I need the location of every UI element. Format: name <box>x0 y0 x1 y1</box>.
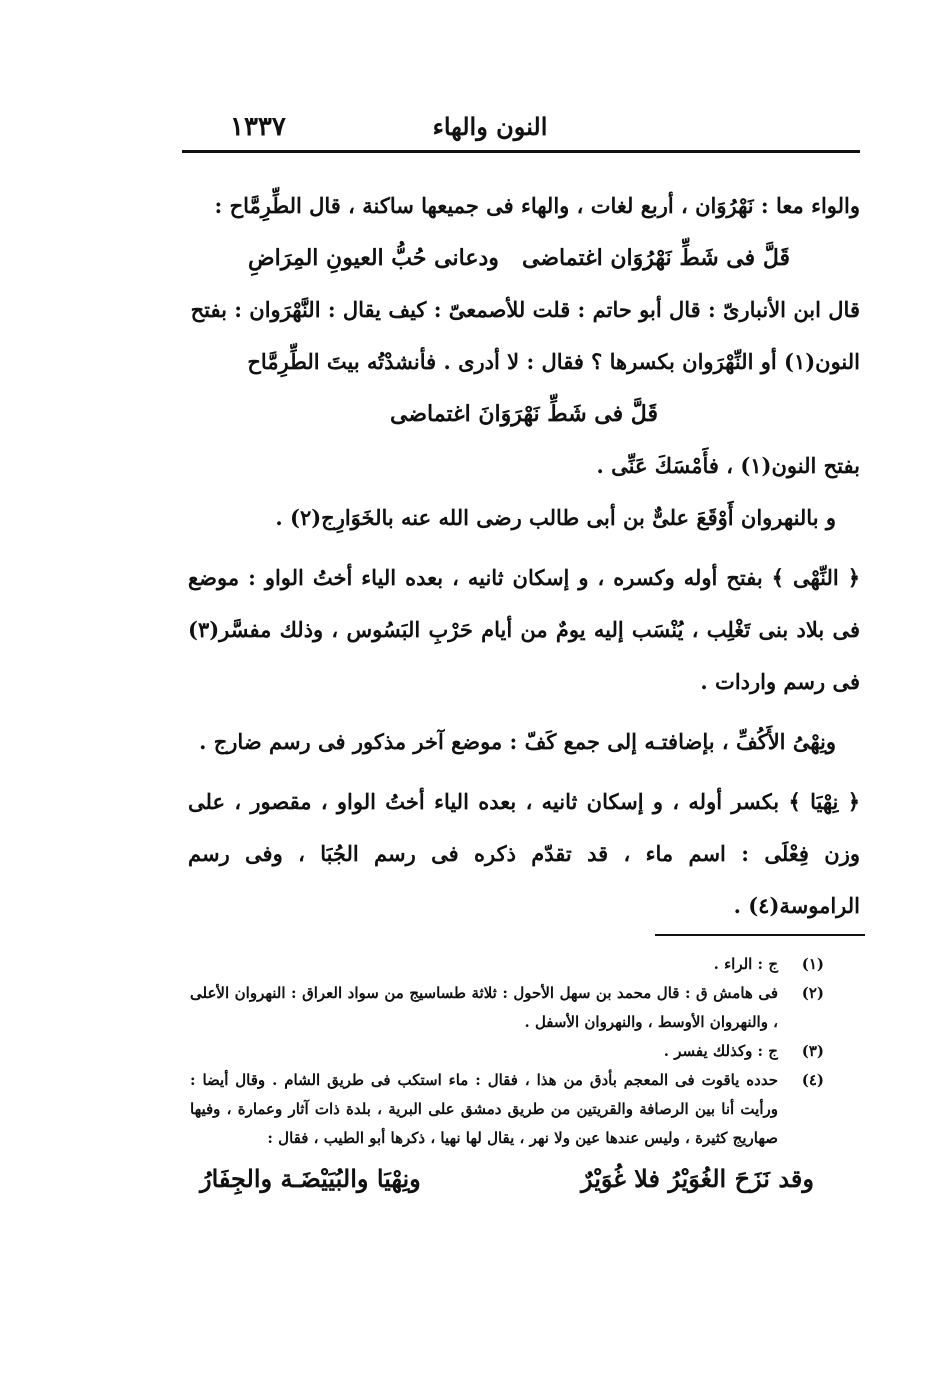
entry-nihy-al-akuff: ونِهْىُ الأَكُفِّ ، بإضافتـه إلى جمع كَفّ : موضع آخر مذكور فى رسم ضارج . <box>199 729 836 754</box>
footnotes <box>190 950 824 1199</box>
main-text <box>188 180 860 932</box>
footnote-number: (٣) <box>801 1042 824 1060</box>
footnote-number: (١) <box>801 955 824 973</box>
footnote-text: حدده ياقوت فى المعجم بأدق من هذا ، فقال : ماء استكب فى طريق الشام . وقال أيضا : ورأيت أنا بين الرصافة والقريتين من طريق دمشق على البرية ، بلدة ذات آثار وعمارة ، وفيها صهاريج كثيرة ، وليس عندها عين ولا نهر ، يقال لها نهيا ، ذكرها أبو الطيب ، فقال : <box>190 1071 778 1147</box>
verse-tirimmah-2: قَلَّ فى شَطِّ نَهْرَوَانَ اغتماضى <box>390 401 658 427</box>
footnote-3 <box>190 1037 824 1066</box>
footnote-1 <box>190 950 824 979</box>
header-rule <box>182 150 860 153</box>
footnote-verse <box>190 1159 824 1199</box>
footnote-number: (٢) <box>801 984 824 1002</box>
footnote-4 <box>190 1066 824 1153</box>
entry-nihya: ﴿ نِهْيَا ﴾ بكسر أوله ، و إسكان ثانيه ، بعده الياء أختُ الواو ، مقصور ، على وزن فِعْلَى : اسم ماء ، قد تقدّم ذكره فى رسم الجُبَا ، وفى رسم الراموسة(٤) . <box>188 789 860 918</box>
footnote-text: فى هامش ق : قال محمد بن سهل الأحول : ثلاثة طساسيج من سواد العراق : النهروان الأعلى ، والنهروان الأوسط ، والنهروان الأسفل . <box>190 984 778 1031</box>
footnote-rule <box>655 934 865 936</box>
footnote-verse-second-hemistich: ونِهْيَا والبُيَيْضَـة والجِفَارُ <box>200 1164 421 1193</box>
verse-tirimmah-1 <box>188 232 860 284</box>
paragraph-ibn-al-anbari-line2: النون(١) أو النِّهْرَوان بكسرها ؟ فقال : لا أدرى . فأنشدْتُه بيتَ الطِّرِمَّاح <box>247 349 860 374</box>
paragraph-khawarij: و بالنهروان أَوْقَعَ علىٌّ بن أبى طالب رضى الله عنه بالخَوَارِج(٢) . <box>275 505 836 530</box>
footnote-verse-first-hemistich: وقد نَزَحَ الغُوَيْرُ فلا غُوَيْرٌ <box>580 1164 814 1193</box>
verse-second-hemistich: ودعانى حُبُّ العيونِ المِرَاضِ <box>248 245 499 271</box>
verse-first-hemistich: قَلَّ فى شَطِّ نَهْرُوَان اغتماضى <box>522 245 790 271</box>
footnote-text: ج : الراء . <box>713 955 778 973</box>
footnote-text: ج : وكذلك يفسر . <box>663 1042 778 1060</box>
paragraph-nahrawan-intro: والواء معا : نَهْرُوَان ، أربع لغات ، والهاء فى جميعها ساكنة ، قال الطِّرِمَّاح : <box>214 193 860 218</box>
footnote-number: (٤) <box>801 1071 824 1089</box>
footnote-2 <box>190 979 824 1037</box>
entry-nihy: ﴿ النِّهْى ﴾ بفتح أوله وكسره ، و إسكان ثانيه ، بعده الياء أختُ الواو : موضع فى بلاد بنى تَغْلِب ، يُنْسَب إليه يومٌ من أيام حَرْبِ البَسُوس ، وذلك مفسَّر(٣) فى رسم واردات . <box>188 565 860 694</box>
paragraph-ibn-al-anbari-line1: قال ابن الأنبارىّ : قال أبو حاتم : قلت للأصمعىّ : كيف يقال : النَّهْرَوان : بفتح <box>190 297 860 322</box>
running-header-title: النون والهاء <box>432 112 548 141</box>
paragraph-fath-nun: بفتح النون(١) ، فأَمْسَكَ عَنِّى . <box>596 453 860 478</box>
page-number: ١٣٣٧ <box>230 112 286 142</box>
